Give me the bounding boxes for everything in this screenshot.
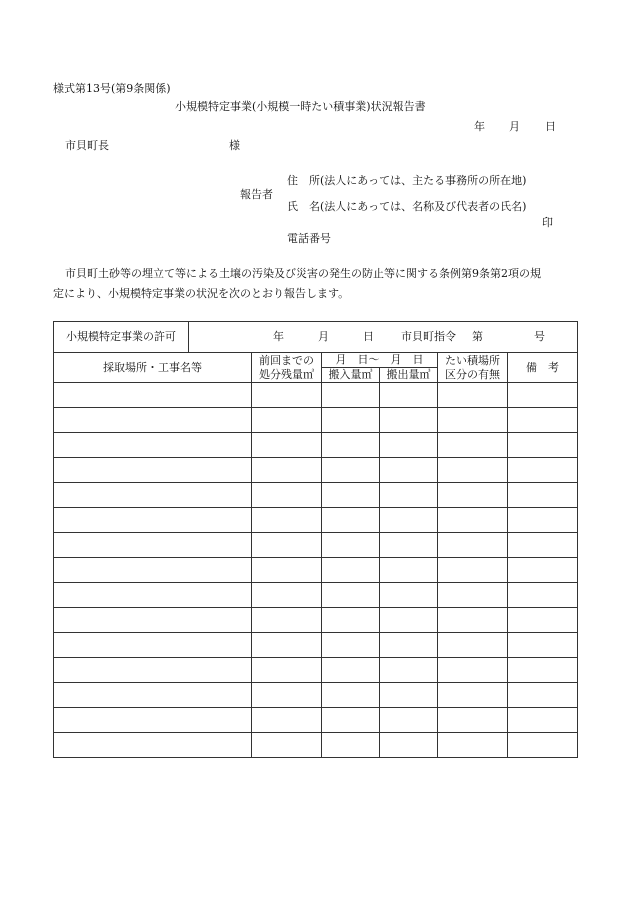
header-storage-line2: 区分の有無: [445, 367, 500, 381]
cell-outflow[interactable]: [380, 433, 438, 458]
cell-remarks[interactable]: [508, 583, 578, 608]
table-row: [54, 383, 578, 408]
addressee-name: 市貝町長: [65, 139, 109, 152]
reporter-seal: 印: [542, 216, 553, 229]
header-prev-remaining: [252, 353, 322, 383]
cell-prev-remaining[interactable]: [252, 508, 322, 533]
cell-outflow[interactable]: [380, 708, 438, 733]
header-outflow: 搬出量㎥: [380, 368, 438, 383]
header-inflow: 搬入量㎥: [322, 368, 380, 383]
cell-outflow[interactable]: [380, 383, 438, 408]
cell-inflow[interactable]: [322, 558, 380, 583]
header-prev-remaining-line1: 前回までの: [259, 353, 314, 367]
cell-outflow[interactable]: [380, 458, 438, 483]
cell-prev-remaining[interactable]: [252, 583, 322, 608]
cell-remarks[interactable]: [508, 458, 578, 483]
cell-storage[interactable]: [438, 708, 508, 733]
header-storage: [438, 353, 508, 383]
cell-remarks[interactable]: [508, 633, 578, 658]
cell-inflow[interactable]: [322, 633, 380, 658]
cell-prev-remaining[interactable]: [252, 408, 322, 433]
cell-remarks[interactable]: [508, 558, 578, 583]
date-day: 日: [545, 120, 556, 133]
cell-storage[interactable]: [438, 433, 508, 458]
table-row: [54, 583, 578, 608]
cell-remarks[interactable]: [508, 608, 578, 633]
cell-inflow[interactable]: [322, 683, 380, 708]
cell-site[interactable]: [54, 408, 252, 433]
cell-remarks[interactable]: [508, 408, 578, 433]
reporter-name: 氏 名(法人にあっては、名称及び代表者の氏名): [287, 200, 527, 213]
cell-outflow[interactable]: [380, 558, 438, 583]
table-row: [54, 558, 578, 583]
permit-authority: 市貝町指令: [401, 330, 456, 344]
body-text-line2: 定により、小規模特定事業の状況を次のとおり報告します。: [53, 287, 350, 300]
cell-prev-remaining[interactable]: [252, 633, 322, 658]
cell-site[interactable]: [54, 733, 252, 758]
cell-remarks[interactable]: [508, 708, 578, 733]
cell-outflow[interactable]: [380, 633, 438, 658]
table-row: [54, 458, 578, 483]
cell-storage[interactable]: [438, 608, 508, 633]
cell-site[interactable]: [54, 533, 252, 558]
cell-outflow[interactable]: [380, 658, 438, 683]
cell-storage[interactable]: [438, 458, 508, 483]
header-period: 月 日～ 月 日: [322, 353, 438, 368]
date-month: 月: [509, 120, 520, 133]
cell-remarks[interactable]: [508, 508, 578, 533]
cell-inflow[interactable]: [322, 658, 380, 683]
cell-remarks[interactable]: [508, 383, 578, 408]
cell-site[interactable]: [54, 558, 252, 583]
cell-site[interactable]: [54, 633, 252, 658]
table-row: [54, 708, 578, 733]
cell-outflow[interactable]: [380, 483, 438, 508]
header-remarks: 備 考: [508, 353, 578, 383]
cell-storage[interactable]: [438, 658, 508, 683]
cell-remarks[interactable]: [508, 433, 578, 458]
cell-remarks[interactable]: [508, 483, 578, 508]
cell-inflow[interactable]: [322, 608, 380, 633]
cell-site[interactable]: [54, 483, 252, 508]
cell-site[interactable]: [54, 433, 252, 458]
cell-inflow[interactable]: [322, 583, 380, 608]
cell-prev-remaining[interactable]: [252, 433, 322, 458]
cell-prev-remaining[interactable]: [252, 658, 322, 683]
cell-storage[interactable]: [438, 508, 508, 533]
cell-site[interactable]: [54, 583, 252, 608]
header-storage-line1: たい積場所: [445, 353, 500, 367]
cell-storage[interactable]: [438, 633, 508, 658]
table-row: [54, 608, 578, 633]
cell-outflow[interactable]: [380, 608, 438, 633]
cell-site[interactable]: [54, 383, 252, 408]
reporter-phone: 電話番号: [287, 232, 331, 245]
cell-outflow[interactable]: [380, 508, 438, 533]
body-text-line1: 市貝町土砂等の埋立て等による土壌の汚染及び災害の発生の防止等に関する条例第9条第2項の規: [65, 267, 541, 280]
cell-remarks[interactable]: [508, 733, 578, 758]
cell-prev-remaining[interactable]: [252, 608, 322, 633]
permit-row: [54, 322, 578, 353]
cell-inflow[interactable]: [322, 383, 380, 408]
cell-prev-remaining[interactable]: [252, 708, 322, 733]
table-row: [54, 508, 578, 533]
report-table: [53, 321, 578, 758]
cell-site[interactable]: [54, 683, 252, 708]
cell-storage[interactable]: [438, 558, 508, 583]
addressee-honorific: 様: [229, 139, 240, 152]
cell-outflow[interactable]: [380, 583, 438, 608]
cell-storage[interactable]: [438, 408, 508, 433]
permit-day: 日: [363, 330, 374, 344]
cell-site[interactable]: [54, 608, 252, 633]
cell-prev-remaining[interactable]: [252, 533, 322, 558]
permit-detail: [189, 322, 578, 353]
header-site-name: 採取場所・工事名等: [54, 353, 252, 383]
cell-storage[interactable]: [438, 483, 508, 508]
cell-remarks[interactable]: [508, 683, 578, 708]
cell-inflow[interactable]: [322, 408, 380, 433]
table-row: [54, 658, 578, 683]
cell-inflow[interactable]: [322, 433, 380, 458]
reporter-label: 報告者: [240, 188, 273, 201]
cell-inflow[interactable]: [322, 733, 380, 758]
cell-inflow[interactable]: [322, 508, 380, 533]
cell-prev-remaining[interactable]: [252, 483, 322, 508]
form-number: 様式第13号(第9条関係): [53, 82, 171, 95]
cell-inflow[interactable]: [322, 533, 380, 558]
cell-prev-remaining[interactable]: [252, 683, 322, 708]
document-title: 小規模特定事業(小規模一時たい積事業)状況報告書: [175, 100, 426, 113]
cell-site[interactable]: [54, 708, 252, 733]
permit-no-suffix: 号: [534, 330, 545, 344]
cell-site[interactable]: [54, 458, 252, 483]
cell-storage[interactable]: [438, 733, 508, 758]
permit-month: 月: [318, 330, 329, 344]
permit-no-prefix: 第: [472, 330, 483, 344]
cell-remarks[interactable]: [508, 533, 578, 558]
cell-outflow[interactable]: [380, 533, 438, 558]
header-prev-remaining-line2: 処分残量㎥: [259, 367, 314, 381]
cell-storage[interactable]: [438, 533, 508, 558]
cell-inflow[interactable]: [322, 708, 380, 733]
date-year: 年: [474, 120, 485, 133]
table-row: [54, 733, 578, 758]
permit-label: 小規模特定事業の許可: [54, 322, 189, 353]
cell-storage[interactable]: [438, 583, 508, 608]
cell-prev-remaining[interactable]: [252, 558, 322, 583]
cell-site[interactable]: [54, 508, 252, 533]
header-row-1: [54, 353, 578, 368]
permit-year: 年: [273, 330, 284, 344]
cell-inflow[interactable]: [322, 483, 380, 508]
table-row: [54, 533, 578, 558]
cell-prev-remaining[interactable]: [252, 383, 322, 408]
cell-outflow[interactable]: [380, 683, 438, 708]
table-row: [54, 433, 578, 458]
reporter-address: 住 所(法人にあっては、主たる事務所の所在地): [287, 174, 527, 187]
cell-prev-remaining[interactable]: [252, 733, 322, 758]
cell-prev-remaining[interactable]: [252, 458, 322, 483]
cell-storage[interactable]: [438, 383, 508, 408]
cell-remarks[interactable]: [508, 658, 578, 683]
cell-site[interactable]: [54, 658, 252, 683]
table-row: [54, 683, 578, 708]
cell-outflow[interactable]: [380, 733, 438, 758]
cell-storage[interactable]: [438, 683, 508, 708]
table-row: [54, 408, 578, 433]
cell-inflow[interactable]: [322, 458, 380, 483]
table-row: [54, 483, 578, 508]
cell-outflow[interactable]: [380, 408, 438, 433]
table-row: [54, 633, 578, 658]
